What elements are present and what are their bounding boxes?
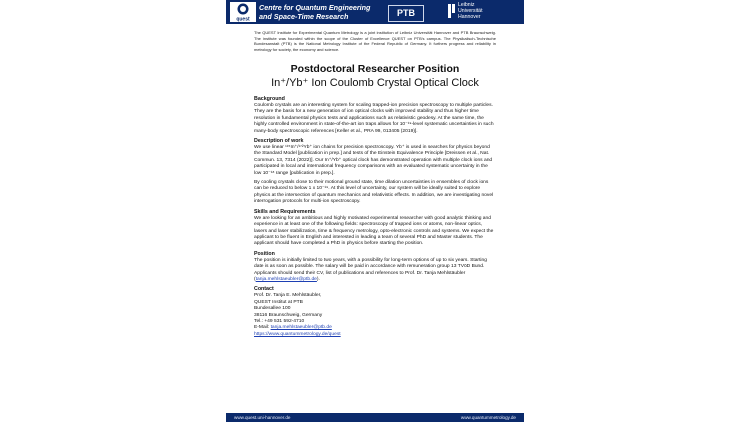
footer-bar: [226, 413, 524, 422]
luh-line1: Leibniz: [458, 2, 475, 8]
description-section: [254, 138, 496, 206]
contact-street: Bundesallee 100: [254, 306, 291, 312]
intro-paragraph: The QUEST Institute for Experimental Quantum Metrology is a joint institution of Leibniz Universität Hannover and PTB Braunschweig. The institute was founded within the scope of the Cluster of Excellence QUEST on PTB's campus. The Physikalisch-Technische Bundesanstalt (PTB) is the National Metrology Institute of the Federal Republic of Germany. It furthers progress and reliability in metrology for society, the economy and science.: [254, 30, 496, 52]
skills-heading: Skills and Requirements: [254, 208, 316, 215]
position-text-body: The position is initially limited to two years, with a possibility for long-term options of up to six years. Starting date is as soon as possible. The salary will be paid in accordance with remuneration group 13 TVöD Bund. Applicants should send their CV, list of publications and references to Prof. Dr. Tanja Mehlstäubler: [254, 257, 487, 276]
position-email-link[interactable]: tanja.mehlstaeubler@ptb.de: [255, 276, 317, 282]
description-text-1: We use linear ¹¹⁵In⁺/¹⁷²Yb⁺ ion chains for precision spectroscopy. Yb⁺ is used in searches for physics beyond the Standard Model [publication in prep.] and tests of the Einstein Equivalence Principle [Dreissen et al., Nat. Commun. 13, 7314 (2022)]. Our In⁺/Yb⁺ optical clock has demonstrated operation with multiple clock ions and participated in local and international frequency comparisons with an evaluated systematic uncertainty in the low 10⁻¹⁸ range [publication in prep.].: [254, 145, 493, 176]
luh-line2: Universität: [458, 8, 483, 15]
contact-website-row: [254, 332, 496, 338]
luh-line3: Hannover: [458, 14, 481, 21]
contact-org: QUEST Institut at PTB: [254, 299, 303, 305]
ptb-logo: PTB: [388, 5, 424, 22]
skills-text: We are looking for an ambitious and highly motivated experimental researcher with good analytic thinking and experience in at least one of the following fields: spectroscopy of trapped ions or atoms, non-linear optics, lasers and laser stabilization, time & frequency metrology, opto-electronic controls and systems. We expect the applicant to be fluent in English and interested in leading a team of several PhD and Master students. The applicant should have completed a PhD in physics before starting the position.: [254, 215, 494, 247]
header-title-line1: Centre for Quantum Engineering: [259, 3, 371, 12]
contact-email-label: E-Mail:: [254, 325, 270, 331]
background-heading: Background: [254, 96, 285, 102]
skills-section: [254, 209, 496, 248]
quest-logo-icon: [230, 2, 256, 22]
header-bar: [226, 0, 524, 24]
header-title-line2: and Space-Time Research: [259, 12, 349, 21]
luh-logo-icon: [448, 4, 456, 18]
page-title: Postdoctoral Researcher Position: [290, 63, 460, 75]
contact-tel: Tel.: +49 531 592-4710: [254, 318, 305, 324]
position-heading: Position: [254, 250, 275, 257]
footer-left-link[interactable]: www.quest.uni-hannover.de: [234, 415, 291, 420]
position-section: [254, 251, 496, 284]
contact-heading: Contact: [254, 286, 274, 293]
luh-logo-text: [458, 2, 520, 21]
contact-website-link[interactable]: https://www.quantummetrology.de/quest: [254, 331, 341, 337]
contact-email-link[interactable]: tanja.mehlstaeubler@ptb.de: [270, 325, 332, 331]
position-text: The position is initially limited to two years, with a possibility for long-term options of up to six years. Starting date is as soon as possible. The salary will be paid in accordance with remuneration group 13 TVöD Bund. Applicants should send their CV, list of publications and references to Prof. Dr. Tanja Mehlstäubler (tanja.mehlstaeubler@ptb.de).: [254, 257, 487, 282]
contact-name: Prof. Dr. Tanja E. Mehlstäubler,: [254, 293, 322, 299]
background-section: [254, 96, 496, 135]
description-text-2: By cooling crystals close to their motional ground state, time dilation uncertainties in ensembles of clock ions can be reduced to below 1 x 10⁻¹⁹. At this level of uncertainty, our system will be ideally suited to explore physics at the intersection of quantum mechanics and relativistic effects. In addition, we are investigating novel interrogation protocols for multi-ion spectroscopy.: [254, 180, 494, 205]
header-title: [259, 3, 377, 21]
contact-city: 38116 Braunschweig, Germany: [254, 312, 323, 318]
job-posting-page: [226, 0, 524, 422]
footer-right-link[interactable]: www.quantummetrology.de: [460, 415, 516, 420]
svg-text:quest: quest: [236, 16, 250, 22]
description-heading: Description of work: [254, 138, 304, 145]
background-text: Coulomb crystals are an interesting system for scaling trapped-ion precision spectroscopy to multiple particles. They are the basis for a new generation of ion optical clocks with improved stability and thus higher time resolution in fundamental physics tests and applications such as relativistic geodesy. At the same time, the highly controlled environment in state-of-the-art ion traps allows for 10⁻¹⁹-level systematic uncertainties in such many-body spectroscopic references [Keller et al., PRA 99, 013405 (2019)].: [254, 103, 494, 134]
main-content: [254, 96, 496, 341]
page-subtitle: In⁺/Yb⁺ Ion Coulomb Crystal Optical Clock: [271, 77, 479, 89]
contact-section: [254, 286, 496, 338]
